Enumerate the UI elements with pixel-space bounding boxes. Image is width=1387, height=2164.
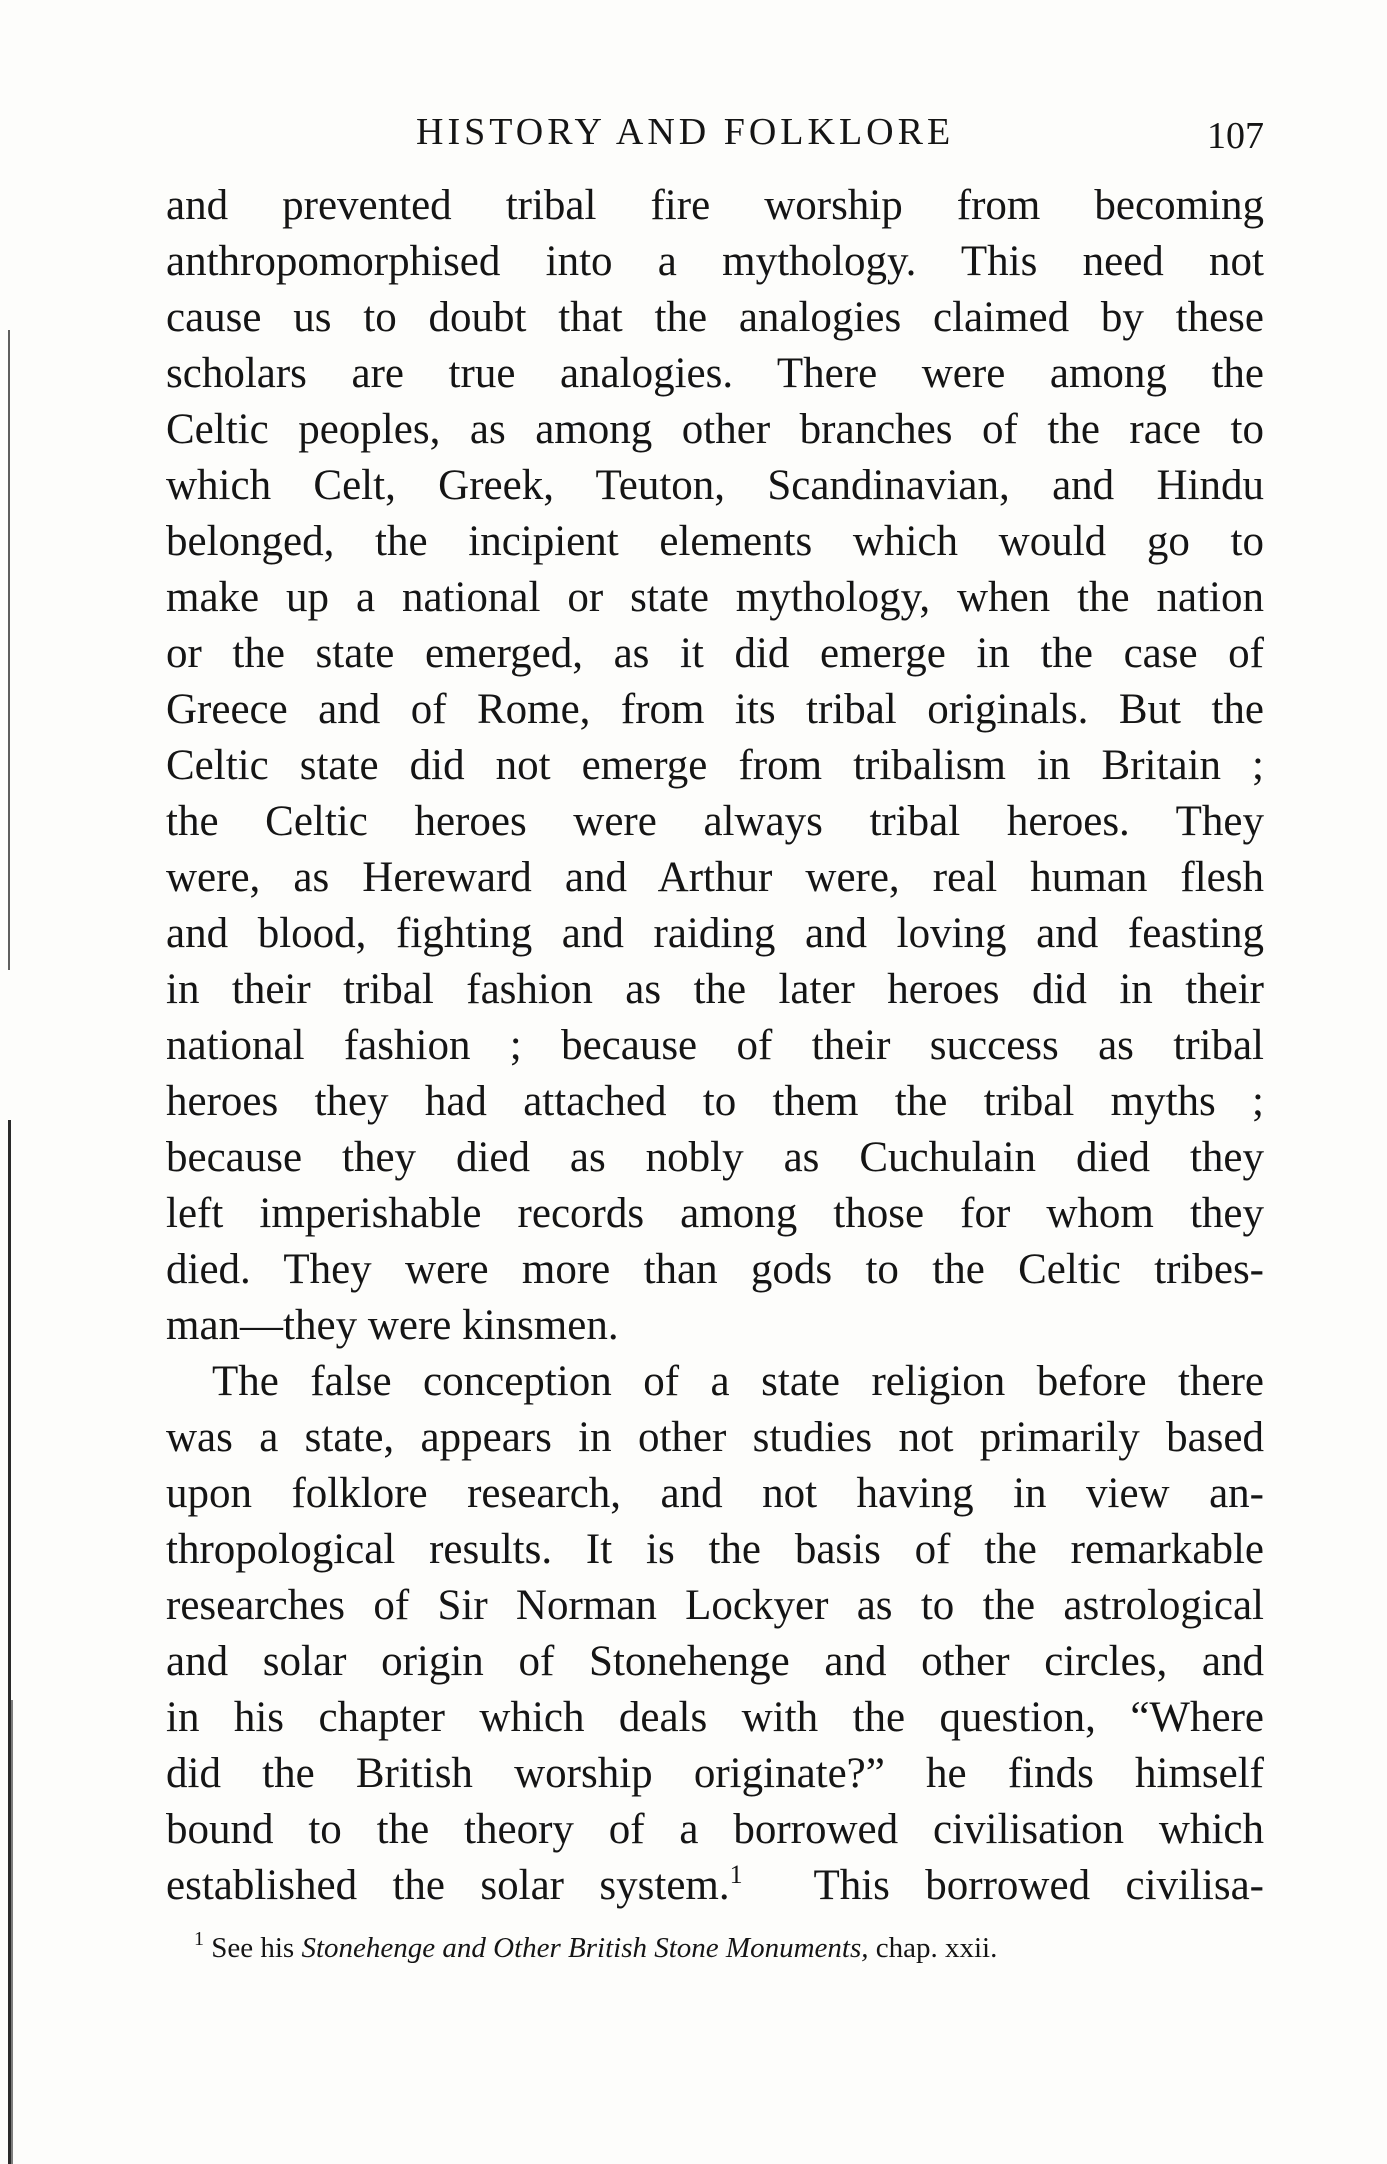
footnote-suffix: chap. xxii.	[875, 1932, 998, 1964]
footnote-reference[interactable]: 1	[729, 1860, 743, 1889]
text-line: The false conception of a state religion before there	[212, 1358, 1264, 1405]
text-line-with-footnote	[166, 1858, 1264, 1914]
text-line: the Celtic heroes were always tribal heroes. They	[166, 798, 1264, 845]
text-line: did the British worship originate?” he finds himself	[166, 1750, 1264, 1797]
text-line: Celtic state did not emerge from tribalism in Britain ;	[166, 742, 1264, 789]
text-line: anthropomorphised into a mythology. This need not	[166, 238, 1264, 285]
text-line: Celtic peoples, as among other branches of the race to	[166, 406, 1264, 453]
running-head	[166, 100, 1264, 164]
text-line: and solar origin of Stonehenge and other circles, and	[166, 1638, 1264, 1685]
text-line: Greece and of Rome, from its tribal originals. But the	[166, 686, 1264, 733]
text-line: man—they were kinsmen.	[166, 1302, 619, 1349]
text-line: died. They were more than gods to the Celtic tribes-	[166, 1246, 1264, 1293]
footnote	[166, 1918, 1264, 1969]
text-line: in their tribal fashion as the later heroes did in their	[166, 966, 1264, 1013]
text-line: upon folklore research, and not having in view an-	[166, 1470, 1264, 1517]
book-page	[166, 100, 1264, 1969]
scan-gutter-shadow	[8, 330, 10, 970]
paragraph-1	[166, 178, 1264, 1354]
footnote-prefix: See his	[211, 1932, 295, 1964]
text-line: national fashion ; because of their success as tribal	[166, 1022, 1264, 1069]
text-line: were, as Hereward and Arthur were, real human flesh	[166, 854, 1264, 901]
text-line: bound to the theory of a borrowed civilisation which	[166, 1806, 1264, 1853]
text-line: thropological results. It is the basis of the remarkable	[166, 1526, 1264, 1573]
paragraph-2	[166, 1354, 1264, 1914]
text-line: left imperishable records among those for whom they	[166, 1190, 1264, 1237]
text-line: cause us to doubt that the analogies claimed by these	[166, 294, 1264, 341]
footnote-book-title: Stonehenge and Other British Stone Monuments,	[301, 1932, 869, 1964]
text-line: and prevented tribal fire worship from becoming	[166, 182, 1264, 229]
text-line: which Celt, Greek, Teuton, Scandinavian, and Hindu	[166, 462, 1264, 509]
line-end: This borrowed civilisa-	[813, 1862, 1264, 1909]
text-line: because they died as nobly as Cuchulain died they	[166, 1134, 1264, 1181]
text-line: in his chapter which deals with the question, “Where	[166, 1694, 1264, 1741]
text-line: researches of Sir Norman Lockyer as to the astrological	[166, 1582, 1264, 1629]
page-body	[166, 178, 1264, 1914]
text-line: scholars are true analogies. There were among the	[166, 350, 1264, 397]
text-line: make up a national or state mythology, when the nation	[166, 574, 1264, 621]
text-line: belonged, the incipient elements which would go to	[166, 518, 1264, 565]
text-line: or the state emerged, as it did emerge in the case of	[166, 630, 1264, 677]
text-line: was a state, appears in other studies not primarily based	[166, 1414, 1264, 1461]
running-title: HISTORY AND FOLKLORE	[416, 111, 955, 153]
text-line: and blood, fighting and raiding and loving and feasting	[166, 910, 1264, 957]
scan-gutter-shadow	[11, 1700, 13, 2164]
footnote-marker: 1	[194, 1928, 204, 1950]
line-start: established the solar system.	[166, 1862, 730, 1909]
text-line: heroes they had attached to them the tribal myths ;	[166, 1078, 1264, 1125]
page-number: 107	[1207, 115, 1264, 157]
